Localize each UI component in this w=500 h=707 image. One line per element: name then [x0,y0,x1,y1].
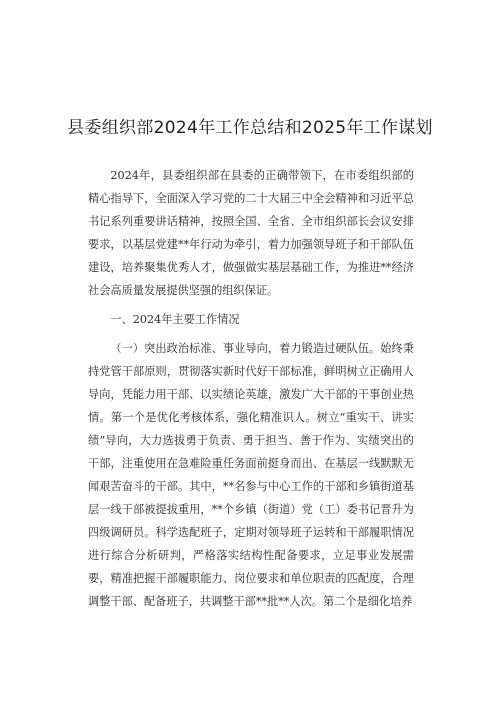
section-heading: 一、2024年主要工作情况 [110,313,240,326]
section-paragraph: （一）突出政治标准、事业导向，着力锻造过硬队伍。始终秉持党管干部原则，贯彻落实新时代好干部标准，鲜明树立正确用人导向，凭能力用干部、以实绩论英雄，激发广大干部的干事创业热情。第一个是优化考核体系，强化精准识人。树立“重实干、讲实绩”导向，大力选拔勇于负责、勇于担当、善于作为、实绩突出的干部，注重使用在急难险重任务面前挺身而出、在基层一线默默无闻艰苦奋斗的干部。其中，**名参与中心工作的干部和乡镇街道基层一线干部被提拔重用，**个乡镇（街道）党（工）委书记晋升为四级调研员。科学选配班子，定期对领导班子运转和干部履职情况进行综合分析研判，严格落实结构性配备要求，立足事业发展需要，精准把握干部履职能力、岗位要求和单位职责的匹配度，合理调整干部、配备班子，共调整干部**批**人次。第二个是细化培养 [88,342,414,608]
document-title: 县委组织部2024年工作总结和2025年工作谋划 [67,118,433,138]
document-body [88,164,414,613]
intro-paragraph: 2024年，县委组织部在县委的正确带领下，在市委组织部的精心指导下，全面深入学习党的二十大届三中全会精神和习近平总书记系列重要讲话精神，按照全国、全省、全市组织部长会议安排要求，以基层党建**年行动为牵引，着力加强领导班子和干部队伍建设，培养聚集优秀人才，做强做实基层基础工作，为推进**经济社会高质量发展提供坚强的组织保证。 [88,169,414,297]
